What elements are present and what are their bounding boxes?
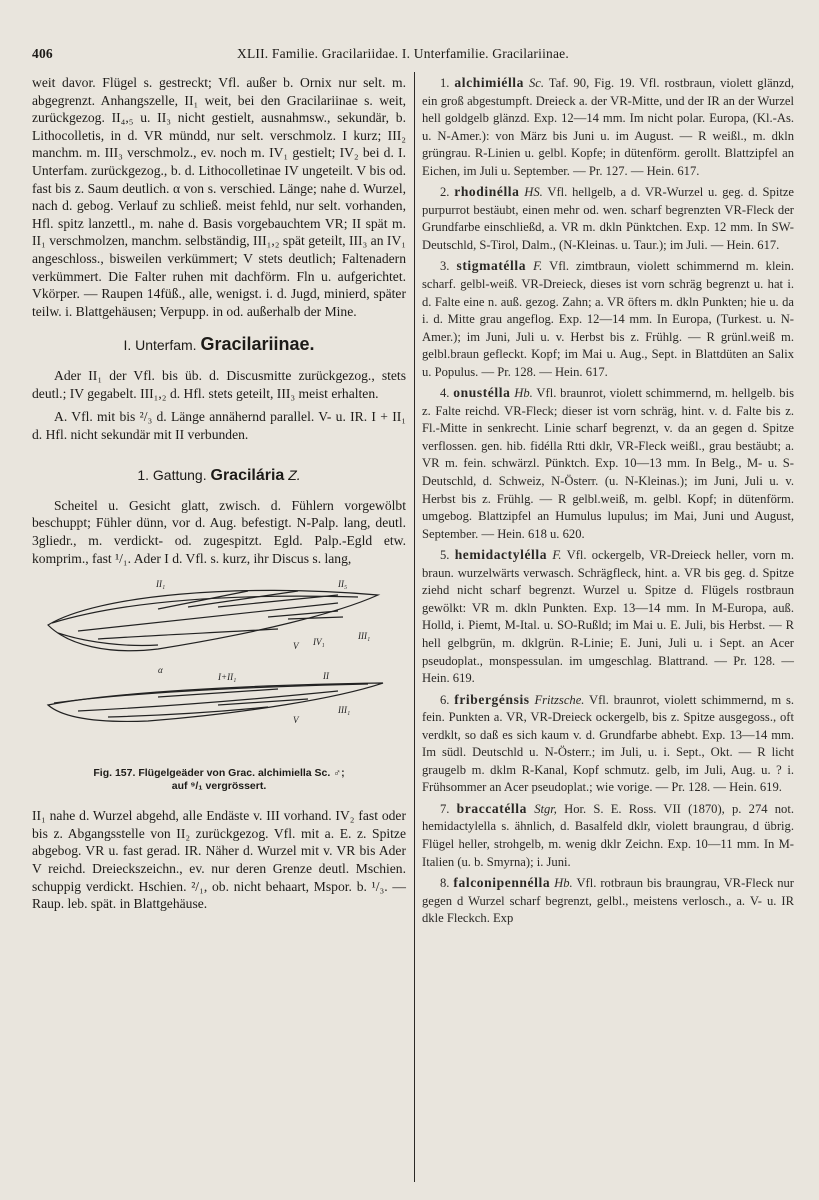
species-entry: [422, 800, 794, 871]
species-author: Sc.: [528, 76, 545, 90]
species-description: Vfl. hellgelb, a d. VR-Wurzel u. geg. d. Spitze purpurrot bestäubt, einen mehr od. wen. scharf begrenzten VR-Fleck der Grundfarbe einschließd, a. VR m. dkln Pünktchen. Exp. 12 mm. In SW-Deutschld, S-Tirol, Dalm., (N-Kleinas. u. Taur.); im Juli. — Hein. 617.: [422, 185, 795, 252]
genus-heading: [32, 467, 406, 485]
species-number: 1.: [440, 76, 450, 90]
running-header: [32, 46, 792, 68]
species-description: Vfl. ockergelb, VR-Dreieck heller, vorn m. braun. wurzelwärts verwasch. Schrägfleck, hint. a. VR bis geg. d. Spitze ziehd nicht scharf begrenzt. Wurzel u. Spitze d. Flügels rostbraun gewölkt: VR m. dkln Punkten. Exp. 13—14 mm. In M-Europa, auß. Holld, i. Piemt, M-Ital. u. SO-Rußld; im Mai u. E. Juli, bis Herbst. — R hell gelbgrün, m. dklgrün. R-Linie; E. Juni, Juli u. i Sept. an Acer pseudoplat., monspessulan. im umgeschlag. Blattrand. — Pr. 128. — Hein. 619.: [422, 548, 794, 686]
subfamily-prefix: I. Unterfam.: [123, 337, 197, 354]
species-name: fribergénsis: [454, 691, 530, 707]
species-author: HS.: [524, 185, 543, 200]
species-description: Taf. 90, Fig. 19. Vfl. rostbraun, violett glänzd, ein groß abgestumpft. Dreieck a. der VR-Mitte, und der IR an der Wurzel hell goldgelb glänzd. Exp. 12—14 mm. Im nicht polar. Europa, (Kl.-As. u. N-Amer.): von März bis Juni u. im August. — R weißl., m. dkln grüngrau. R-Linien u. gelbl. Kopfe; in dütenförm. gerollt. Blattzipfel an Eichen, im Juli u. September. — Pr. 127. — Hein. 617.: [422, 76, 794, 178]
species-number: 5.: [440, 548, 450, 563]
label-fw-II1: II₁: [156, 579, 166, 590]
page-number: 406: [32, 46, 53, 61]
species-description: Vfl. rotbraun bis braungrau, VR-Fleck nur gegen d Wurzel scharf begrenzt, gelbl., meistens verlosch., a. V- u. IR dkle Fleckch. Exp: [422, 876, 795, 926]
figure-caption-line1: Fig. 157. Flügelgeäder von Grac. alchimiella Sc. ♂;: [93, 767, 345, 780]
species-name: alchimiélla: [454, 75, 525, 90]
species-author: Stgr,: [534, 801, 557, 816]
wing-venation-figure: [38, 573, 398, 763]
label-fw-II5: II₅: [338, 579, 348, 590]
species-number: 6.: [440, 692, 450, 707]
species-description: Vfl. braunrot, violett schimmernd, m. hellgelb. bis z. Falte reichd. VR-Fleck; dieser ist vorn schräg, hint. v. d. Falte bis z. Fl.-Mitte in senkrecht. Linie scharf begrenzt, v. da an gegen d. Spitze verflossen. gen. hib. fidélla Rtti dklr, VR-Fleck weißl., grau bestäubt; a. VR m. fein. schwärzl. Pünktch. Exp. 10—13 mm. In Belg., M- u. S-Deutschld, d. Schweiz, N-Österr. (u. N-Kleinas.); im Juni, Juli u. v. Herbst bis z. Frühlg. — R gelbl.weiß, m. gelbl. Kopf; in dütenförm. umgebog. Blattzipfel an Humulus lupulus; im Mai, Juni und August, September. — Hein. 618 u. 620.: [422, 386, 795, 541]
species-number: 3.: [440, 259, 450, 274]
species-list: [422, 74, 794, 928]
paragraph-genus-description: Scheitel u. Gesicht glatt, zwisch. d. Fühlern vorgewölbt beschuppt; Fühler dünn, vor d. Aug. befestigt. N-Palp. lang, deutl. 3gliedr., m. verdickt- od. zugespitzt. Egld. Palp.-Egld etw. komprim., fast ¹/₁. Ader I d. Vfl. s. kurz, ihr Discus s. lang,: [32, 497, 406, 566]
figure-caption-line2: auf ⁹/₁ vergrössert.: [171, 780, 267, 793]
species-entry: [422, 257, 794, 381]
species-entry: [422, 183, 794, 254]
species-description: Vfl. zimtbraun, violett schimmernd m. klein. scharf. gelbl-weiß. VR-Dreieck, dieses ist vorn schräg begrenzt u. hat i. d. Falte eine n. auß. gezog. Zahn; a. VR öfters m. dkln Punkten; hie u. da i. d. Mitte grau angeflog. Exp. 12—14 mm. In Europa, (Turkest. u. N-Amer.); im Juni, Juli u. v. Herbst bis z. Frühlg. — R grünl.weiß m. gelbl.braun gefleckt. Kopf; im Mai u. Aug., Sept. in Blattdüten an Salix u. Populus. — Pr. 128. — Hein. 617.: [422, 259, 795, 379]
species-entry: [422, 74, 794, 180]
species-author: Hb.: [554, 876, 573, 891]
label-fw-alpha: α: [158, 665, 163, 676]
species-description: Hor. S. E. Ross. VII (1870), p. 274 not. hemidactylella s. ähnlich, d. Basalfeld dklr, violett braungrau, d übrig. Flügel heller, strohgelb, m. wenig dklr Zeichn. Exp. 10—11 mm. In M-Italien (u. b. Smyrna); i. Juni.: [422, 801, 794, 869]
species-number: 2.: [440, 185, 450, 200]
species-entry: [422, 384, 794, 543]
label-fw-V: V: [293, 641, 299, 652]
column-divider: [414, 72, 415, 1182]
label-hw-III1: III₁: [338, 705, 351, 716]
genus-prefix: 1. Gattung.: [137, 467, 207, 484]
right-column: [422, 74, 794, 931]
species-name: stigmatélla: [456, 258, 527, 274]
genus-author: Z.: [288, 467, 301, 484]
species-entry: [422, 546, 794, 687]
subfamily-name: Gracilariinae.: [200, 334, 315, 355]
species-entry: [422, 691, 794, 797]
paragraph-subfamily-description: Ader II₁ der Vfl. bis üb. d. Discusmitte zurückgezog., stets deutl.; IV gegabelt. III₁,₂ d. Hfl. stets geteilt, III₃ meist erhalten.: [32, 367, 406, 401]
species-name: rhodinélla: [454, 184, 520, 200]
left-column: [32, 74, 406, 913]
paragraph-genus-continued: II₁ nahe d. Wurzel abgehd, alle Endäste v. III vorhand. IV₂ fast oder bis z. Abgangsstelle von II₂ zurückgezog. Vfl. mit a. E. z. Spitze abgebog. VR u. fast gerad. IR. Näher d. Wurzel mit v. VR bis Ader V reichd. Dreieckszeichn., ev. nur deren Grenze deutl. Mschien. schuppig verdickt. Hschien. ²/₁, ob. nicht behaart, Mspor. b. ¹/₃. — Raup. leb. spät. in Blattgehäuse.: [32, 808, 406, 912]
species-number: 7.: [440, 801, 450, 816]
paragraph-key-a: A. Vfl. mit bis ²/₃ d. Länge annähernd parallel. V- u. IR. I + II₁ d. Hfl. nicht sekundär mit II verbunden.: [32, 409, 406, 442]
species-name: onustélla: [453, 385, 511, 401]
species-author: Hb.: [514, 386, 533, 401]
genus-name: Gracilária: [210, 467, 285, 485]
species-description: Vfl. braunrot, violett schimmernd, m s. fein. Punkten a. VR, VR-Dreieck ockergelb, bis z. Spitze ausgegoss., oft verdklt, so daß es sich kaum v. d. Grundfarbe abhebt. Exp. 13—14 mm. Im südl. Deutschld u. N-Österr.; im Juli, u. i. Sept., Okt. — R licht graugelb m. dklm R-Kanal, Kopf schmutz. gelb, im Juli, Aug. u. ? i. Frühsommer an Acer pseudoplat.; wie vorige. — Pr. 128. — Hein. 619.: [422, 692, 795, 795]
label-fw-III1: III₁: [358, 631, 371, 642]
figure-caption: [32, 767, 406, 793]
species-author: F.: [552, 548, 562, 563]
label-fw-IV1: IV₁: [313, 637, 325, 648]
species-author: Fritzsche.: [534, 692, 585, 707]
species-name: falconipennélla: [453, 875, 551, 891]
species-number: 4.: [440, 386, 450, 401]
species-entry: [422, 874, 794, 928]
species-number: 8.: [440, 876, 450, 891]
label-hw-II: II: [323, 671, 329, 682]
species-name: hemidactylélla: [454, 547, 548, 563]
species-name: braccatélla: [456, 800, 527, 816]
label-hw-V: V: [293, 715, 299, 726]
paragraph-family-description: weit davor. Flügel s. gestreckt; Vfl. außer b. Ornix nur selt. m. abgegrenzt. Anhangszelle, II₁ weit, bei den Gracilariinae s. weit, zurückgezog. II₄,₅ u. II₃ nicht gestielt, ausnahmsw., sekundär, b. Lithocolletis, in d. VR mündd, nur selt. verschmolz. I kurz; III₂ manchm. m. III₃ verschmolz., ev. noch m. IV₁ gestielt; IV₂ bei d. I. Unterfam. zurückgezog., b. d. Lithocolletinae IV ungeteilt. V bis od. fast bis z. Saum deutlich. α von s. verschied. Länge; nahe d. Wurzel, nach d. gebog. Verlauf zu schließ. meist fehld, nur selt. vorhanden, Hfl. spitz lanzettl., m. nahe d. Basis vorgebauchtem VR; II spät m. II₁ verschmolzen, manchm. selbständig, III₁,₂ spät geteilt, III₃ an IV₁ angeschloss., bisweilen verkümmert; V stets deutlich; Faltenadern verkümmert. Die Falter ruhen mit dachförm. Fln u. aufgerichtet. Vkörper. — Raupen 14füß., alle, wenigst. i. d. Jugd, minierd, später teilw. i. Blattgehäusen; Verpupp. in od. außerhalb der Mine.: [32, 75, 406, 319]
species-author: F.: [533, 259, 543, 274]
label-hw-I-II1: I+II₁: [218, 672, 237, 683]
subfamily-heading: [32, 336, 406, 355]
running-title: XLII. Familie. Gracilariidae. I. Unterfamilie. Gracilariinae.: [237, 46, 569, 61]
wing-venation-drawing: [38, 573, 398, 763]
